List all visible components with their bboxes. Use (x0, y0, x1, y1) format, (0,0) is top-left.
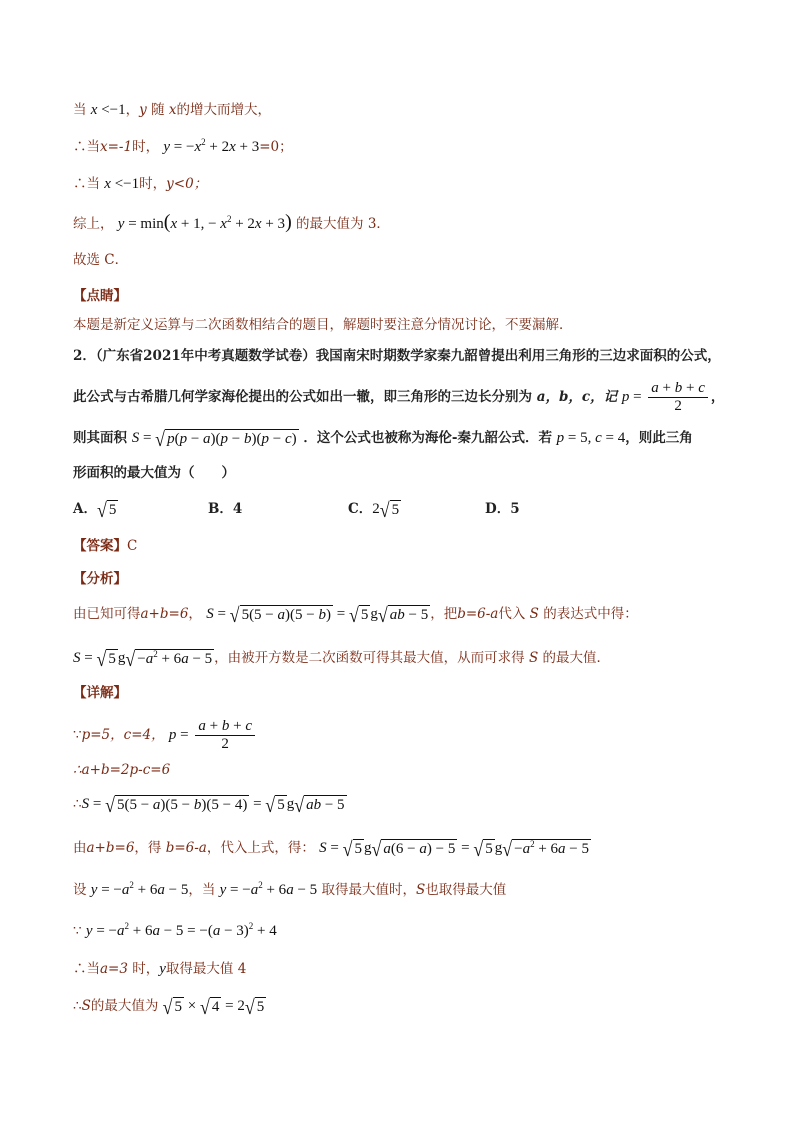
detail-line-7 (73, 959, 246, 979)
text: 时， (139, 176, 167, 192)
math-expr: S = √ 5(5 − a)(5 − b) = √ 5 g √ ab − 5 (206, 603, 429, 627)
text: 则其面积 (73, 430, 127, 446)
detail-line-4 (73, 838, 591, 859)
var: a=3 (100, 961, 128, 977)
option-d: D．5 (485, 501, 520, 517)
detail-line-3 (73, 794, 347, 815)
text-line-5: 故选 C． (73, 252, 129, 268)
var: y (139, 102, 147, 118)
var: x=-1 (100, 139, 133, 155)
section-fenxi: 【分析】 (73, 571, 127, 587)
text: 时， (132, 139, 160, 155)
var: a+b=6 (86, 840, 135, 856)
text: 随 (151, 102, 165, 118)
question-line-1 (73, 346, 721, 366)
math-expr: $y = -a^2 + 6a - 5 = -(a - 3)^2 + 4$ (85, 921, 277, 939)
section-xiangjie: 【详解】 (73, 685, 127, 701)
var: y<0； (166, 176, 208, 192)
var: a+b=6 (140, 606, 189, 622)
text-line-3 (73, 174, 207, 194)
text: 的最大值． (542, 650, 610, 666)
comma: ， (125, 102, 140, 118)
text: 的增大而增大， (176, 102, 271, 118)
text: ∴当 (73, 139, 100, 155)
var: b=6-a (457, 606, 499, 622)
answer-value: C (127, 538, 138, 554)
var: S (415, 882, 426, 898)
option-c (348, 499, 401, 520)
text: ，把 (430, 606, 458, 622)
math-expr: $y = -a^2 + 6a - 5$ (219, 880, 318, 898)
text: 的最大值为 3． (296, 216, 390, 232)
analysis-line-1: 由已知可得a+b=6， S = √ 5(5 − a)(5 − b) = √ 5 g √ ab − 5 ，把b=6-a代入 S 的表达式中得： (73, 603, 638, 627)
math-expr: S = √ p(p − a)(p − b)(p − c) (131, 427, 297, 451)
text: ．这个公式也被称为海伦-秦九韶公式．若 (303, 430, 552, 446)
math-expr: x <−1 (104, 176, 140, 192)
text: 设 (73, 882, 87, 898)
math-expr: √ 5 × √ 4 = 2 √ 5 (162, 995, 265, 1019)
question-number: 2． (73, 348, 96, 364)
var: a，b，c，记 (536, 388, 618, 405)
text: ，代入上式，得： (206, 840, 315, 856)
var: x (168, 102, 177, 118)
text: ，由被开方数是二次函数可得其最大值，从而可求得 (214, 650, 525, 666)
math-expr: √ 5 (96, 498, 117, 522)
math-expr: <−1 (97, 102, 126, 118)
var: S (528, 650, 539, 666)
text: ∴当 (73, 176, 100, 192)
detail-line-1 (73, 718, 258, 753)
text: ，得 (134, 840, 162, 856)
var: S (81, 998, 91, 1014)
math-expr: $y = -x^2 + 2x + 3$ (163, 137, 260, 155)
math-expr: S = √ 5(5 − a)(5 − b)(5 − 4) = √ 5 g √ ab − 5 (81, 793, 345, 817)
var: S (529, 606, 539, 622)
text: 此公式与古希腊几何学家海伦提出的公式如出一辙，即三角形的三边长分别为 (73, 388, 532, 405)
math-expr: p = 5, c = 4 (556, 430, 626, 446)
var: p=5，c=4， (81, 726, 165, 743)
math-expr: 2 √ 5 (372, 498, 400, 522)
text: ，则此三角 (625, 430, 693, 446)
text-line-2 (73, 137, 293, 157)
question-source: （广东省2021年中考真题数学试卷） (95, 348, 316, 364)
text: 由 (73, 840, 87, 856)
option-a (73, 499, 118, 520)
text: 取得最大值 4 (165, 961, 247, 977)
text: 的表达式中得： (543, 606, 638, 622)
math-expr: S = √ 5 g √ $-a^2 + 6a - 5$ (73, 647, 213, 671)
analysis-line-2 (73, 648, 610, 669)
text-line-4 (73, 212, 390, 234)
text: 代入 (498, 606, 526, 622)
text: ，当 (188, 882, 216, 898)
option-c-label: C． (348, 501, 373, 517)
var: b=6-a (165, 840, 207, 856)
text: 取得最大值时， (321, 882, 416, 898)
text: ∴当 (73, 961, 100, 977)
math-expr: p = $\frac{a + b + c}{2}$ (622, 389, 711, 405)
answer-line (73, 536, 137, 556)
math-expr: y (159, 961, 166, 977)
math-expr: S = √ 5 g √ a(6 − a) − 5 = √ 5 g √ $-a^2 + 6a - 5$ (319, 837, 589, 861)
section-dianjing: 【点睛】 (73, 288, 127, 304)
question-line-4: 形面积的最大值为（ ） (73, 465, 235, 481)
text-line-1 (73, 100, 271, 120)
text: 综上， (73, 216, 114, 232)
text: 由已知可得 (73, 606, 141, 622)
text: ∴ (73, 998, 82, 1014)
text: 当 (73, 102, 87, 118)
text: 时， (132, 961, 160, 977)
option-b: B．4 (208, 501, 243, 517)
math-expr: $y = -a^2 + 6a - 5$ (90, 880, 189, 898)
text: ∴ (73, 796, 82, 812)
math-expr: y = min(x + 1, − $x^2 + 2x + 3$) (117, 211, 292, 233)
math-expr: x (90, 102, 98, 118)
option-a-label: A． (73, 501, 97, 517)
math-expr: p = $\frac{a + b + c}{2}$ (169, 727, 258, 743)
dianjing-text: 本题是新定义运算与二次函数相结合的题目，解题时要注意分情况讨论，不要漏解． (73, 317, 573, 333)
text: =0； (259, 139, 293, 155)
question-line-3 (73, 428, 693, 449)
text: ∵ (73, 923, 82, 939)
text: 也取得最大值 (425, 882, 507, 898)
text: 我国南宋时期数学家秦九韶曾提出利用三角形的三边求面积的公式， (315, 348, 721, 364)
text: 的最大值为 (90, 998, 159, 1014)
detail-line-8 (73, 996, 266, 1017)
text: ∵ (73, 726, 82, 743)
question-line-2: 此公式与古希腊几何学家海伦提出的公式如出一辙，即三角形的三边长分别为 a，b，c，记 p = $\frac{a + b + c}{2}$ ， (73, 380, 725, 414)
detail-line-6 (73, 921, 277, 941)
answer-label: 【答案】 (73, 538, 127, 554)
detail-line-5 (73, 880, 506, 900)
detail-line-2: ∴a+b=2p-c=6 (73, 762, 171, 778)
